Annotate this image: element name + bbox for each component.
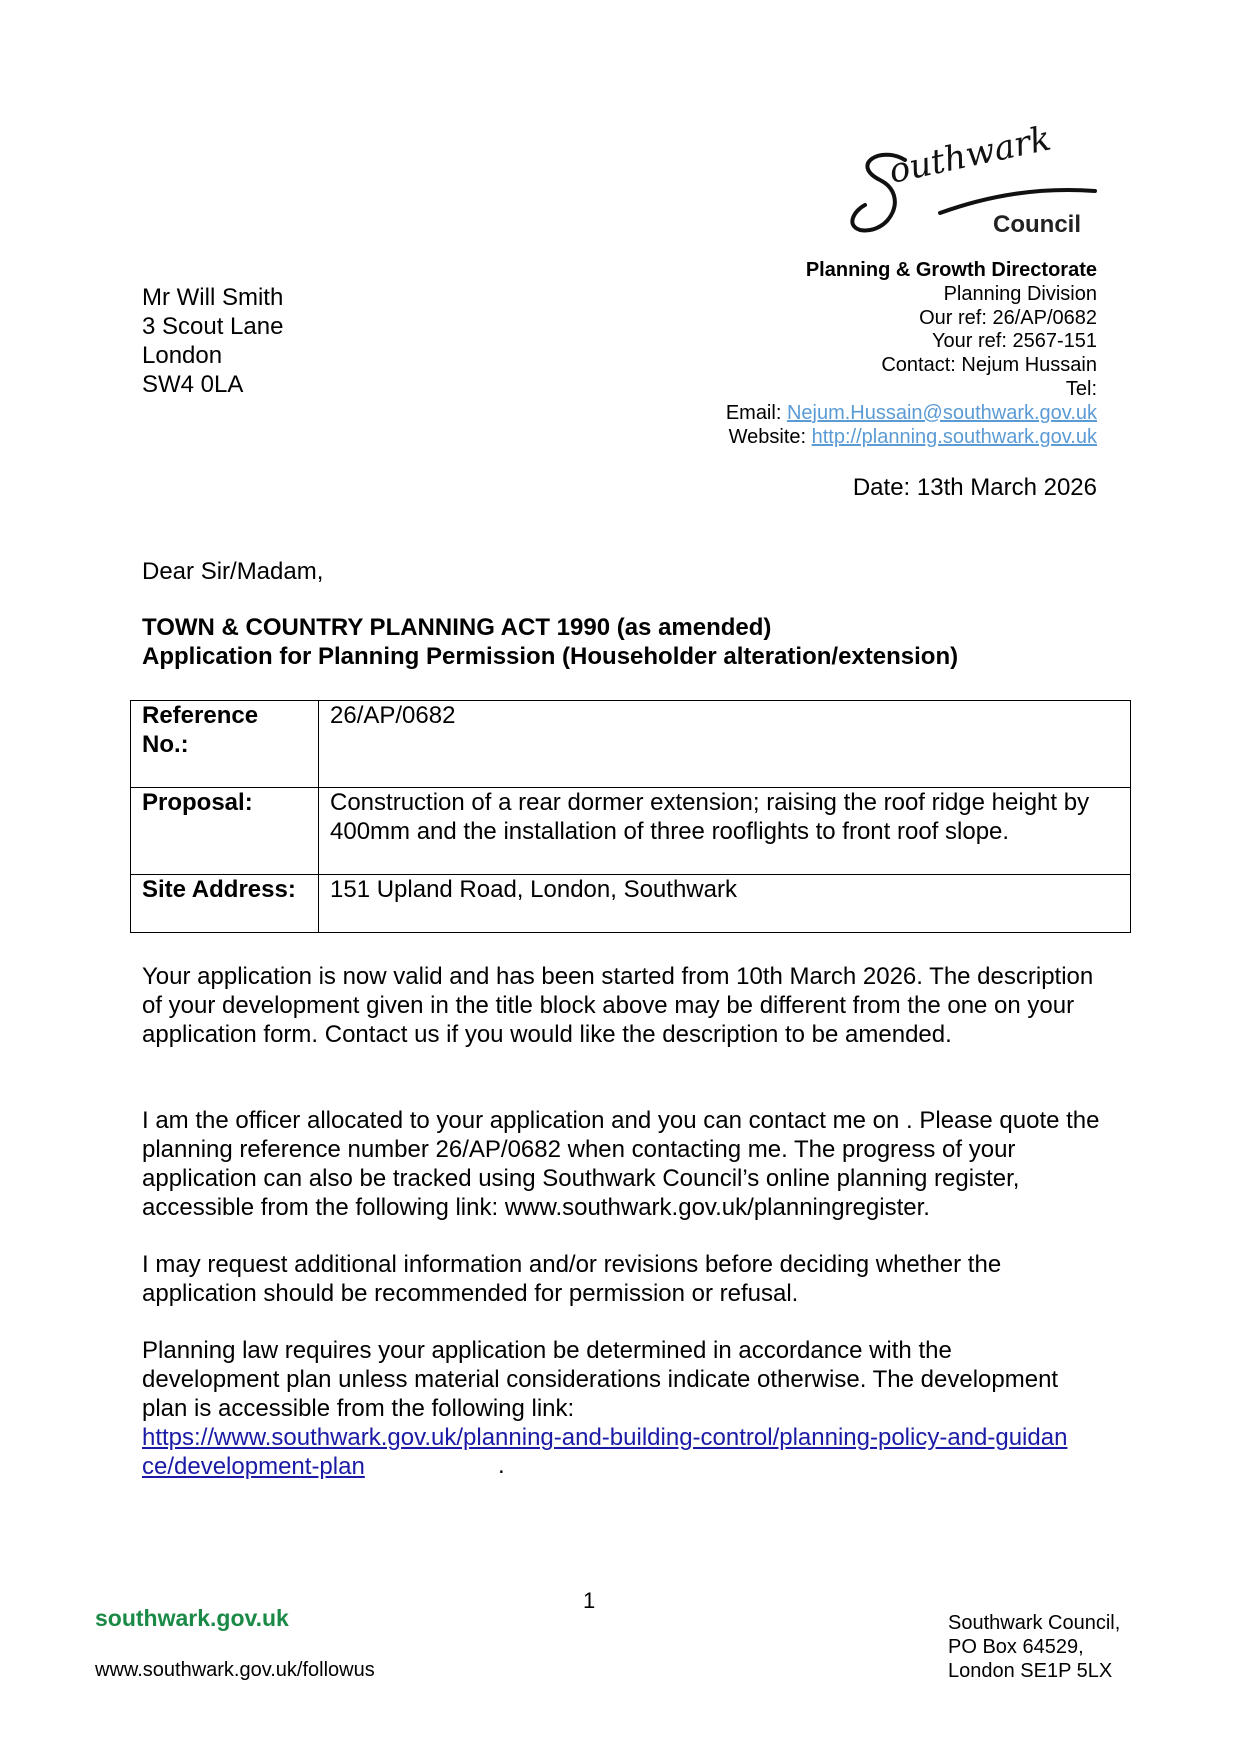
southwark-logo xyxy=(850,125,1100,240)
footer-site[interactable]: southwark.gov.uk xyxy=(95,1605,289,1631)
paragraph-revisions: I may request additional information and/or revisions before deciding whether the application should be recommended for permission or refusal. xyxy=(142,1251,1002,1307)
recipient-postcode: SW4 0LA xyxy=(142,371,244,398)
paragraph-officer: I am the officer allocated to your application and you can contact me on . Please quote the planning reference number 26/AP/0682 when contacting me. The progress of your application can also be tracked using Southwark Council’s online planning register, accessible from the following link: www.southwark.gov.uk/planningregister. xyxy=(142,1107,1100,1221)
our-ref: Our ref: 26/AP/0682 xyxy=(919,306,1097,329)
website-link[interactable]: http://planning.southwark.gov.uk xyxy=(811,425,1097,448)
value-reference: 26/AP/0682 xyxy=(319,701,1131,788)
footer-followus[interactable]: www.southwark.gov.uk/followus xyxy=(95,1659,375,1681)
label-site-address: Site Address: xyxy=(131,875,319,933)
development-plan-link[interactable]: https://www.southwark.gov.uk/planning-and-building-control/planning-policy-and-guidance/development-plan xyxy=(142,1424,1068,1480)
contact: Contact: Nejum Hussain xyxy=(881,354,1097,377)
division: Planning Division xyxy=(943,282,1097,305)
salutation: Dear Sir/Madam, xyxy=(142,558,324,585)
letter-date: Date: 13th March 2026 xyxy=(852,474,1097,501)
paragraph-valid: Your application is now valid and has been started from 10th March 2026. The description of your development given in the title block above may be different from the one on your application form. Contact us if you would like the description to be amended. xyxy=(142,963,1094,1048)
recipient-street: 3 Scout Lane xyxy=(142,313,284,340)
recipient-city: London xyxy=(142,342,223,369)
directorate: Planning & Growth Directorate xyxy=(805,259,1097,281)
page-number: 1 xyxy=(583,1588,596,1613)
svg-text:outhwark: outhwark xyxy=(885,125,1055,192)
your-ref: Your ref: 2567-151 xyxy=(932,330,1097,353)
recipient-name: Mr Will Smith xyxy=(142,284,284,311)
website-label: Website: xyxy=(728,425,812,448)
label-reference: Reference No.: xyxy=(131,701,319,788)
tel: Tel: xyxy=(1065,377,1097,400)
value-site-address: 151 Upland Road, London, Southwark xyxy=(319,875,1131,933)
heading-application: Application for Planning Permission (Householder alteration/extension) xyxy=(142,643,959,670)
footer-address-line: Southwark Council, xyxy=(948,1612,1121,1634)
footer-address-line: London SE1P 5LX xyxy=(948,1660,1113,1682)
table-row xyxy=(131,701,1131,788)
link-suffix: . xyxy=(498,1452,505,1479)
value-proposal: Construction of a rear dormer extension; raising the roof ridge height by 400mm and the installation of three rooflights to front roof slope. xyxy=(319,788,1131,875)
table-row xyxy=(131,875,1131,933)
footer-address-line: PO Box 64529, xyxy=(948,1636,1084,1658)
heading-act: TOWN & COUNTRY PLANNING ACT 1990 (as amended) xyxy=(142,614,772,641)
svg-text:Council: Council xyxy=(993,211,1081,238)
label-proposal: Proposal: xyxy=(131,788,319,875)
paragraph-planning-law: Planning law requires your application be determined in accordance with the development plan unless material considerations indicate otherwise. The development plan is accessible from the following link: xyxy=(142,1337,1059,1422)
email-label: Email: xyxy=(725,401,787,424)
application-table xyxy=(130,700,1131,933)
recipient-address xyxy=(142,283,283,399)
email-link[interactable]: Nejum.Hussain@southwark.gov.uk xyxy=(786,401,1097,424)
sender-details xyxy=(726,259,1097,449)
table-row xyxy=(131,788,1131,875)
footer-address xyxy=(948,1611,1120,1683)
